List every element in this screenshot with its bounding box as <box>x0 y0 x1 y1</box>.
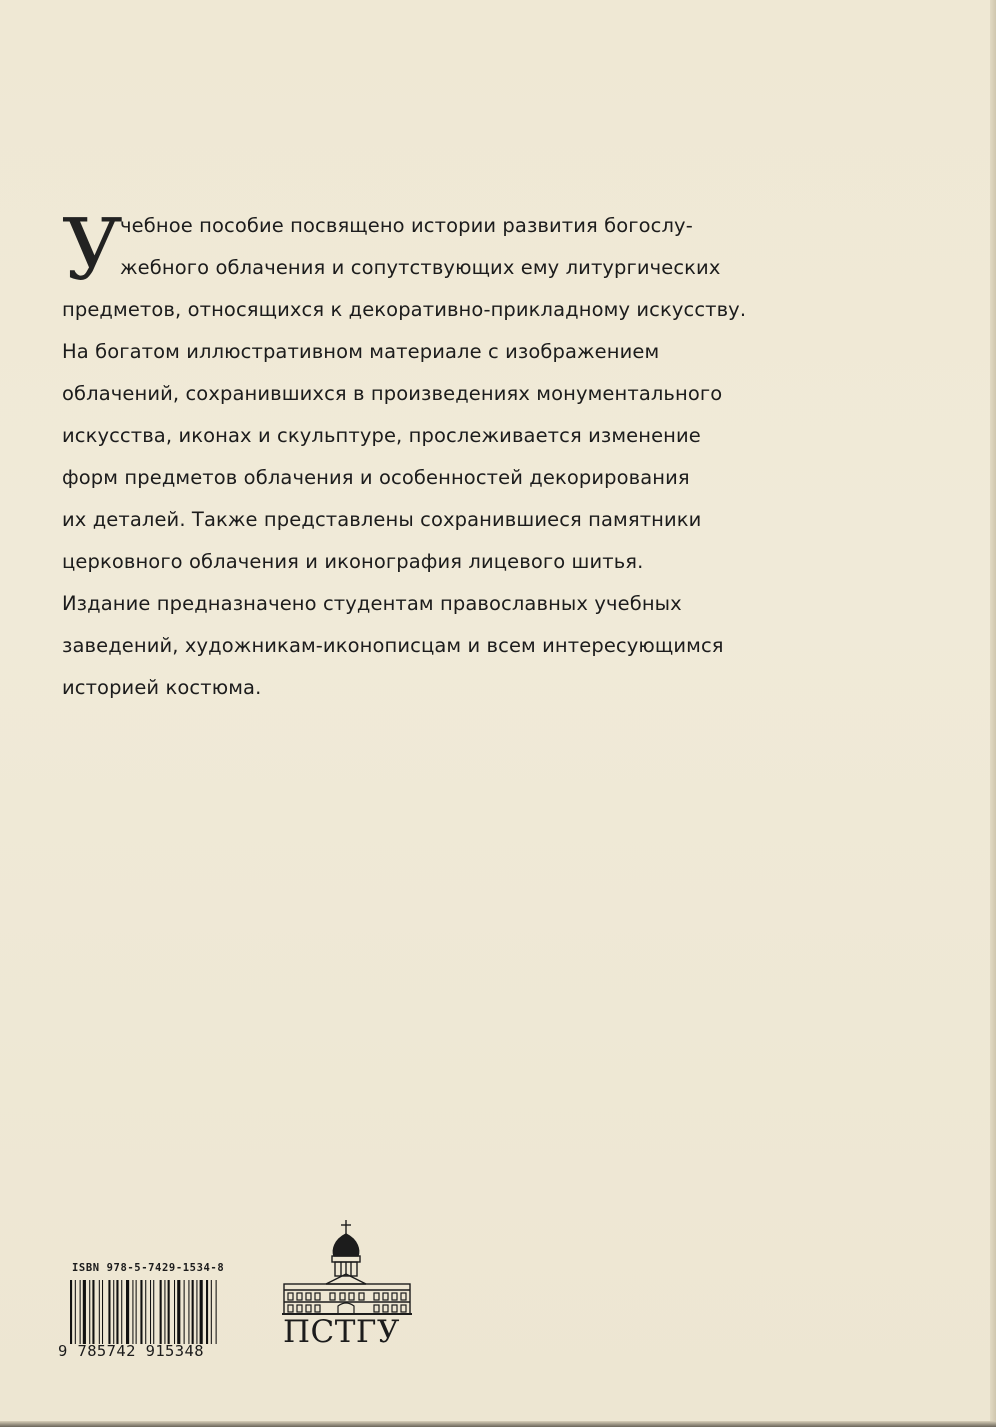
barcode-bar <box>121 1280 122 1344</box>
barcode-bar <box>102 1280 103 1344</box>
isbn-label: ISBN 978-5-7429-1534-8 <box>72 1262 225 1274</box>
isbn-block <box>58 1262 238 1360</box>
publisher-name: ПСТГУ <box>283 1314 400 1350</box>
barcode-bar <box>83 1280 86 1344</box>
barcode-bar <box>177 1280 180 1344</box>
annotation-line: чебное пособие посвящено истории развития богослу- <box>120 214 693 237</box>
barcode-bar <box>192 1280 194 1344</box>
barcode-bar <box>160 1280 162 1344</box>
barcode-bar <box>188 1280 189 1344</box>
barcode-bar <box>116 1280 118 1344</box>
barcode-bar <box>108 1280 110 1344</box>
barcode-bar <box>216 1280 217 1344</box>
barcode-bar <box>136 1280 137 1344</box>
barcode-bar <box>200 1280 203 1344</box>
ean-digits: 9 785742 915348 <box>58 1342 204 1360</box>
barcode-bar <box>153 1280 154 1344</box>
barcode-bar <box>140 1280 142 1344</box>
page-edge-bottom <box>0 1421 996 1427</box>
annotation-line: историей костюма. <box>62 676 262 699</box>
barcode-bar <box>145 1280 146 1344</box>
barcode-bar <box>206 1280 208 1344</box>
annotation-line: заведений, художникам-иконописцам и всем интересующимся <box>62 634 724 657</box>
barcode-bar <box>126 1280 129 1344</box>
barcode-bar <box>70 1280 72 1344</box>
barcode-bar <box>80 1280 81 1344</box>
barcode-bar <box>150 1280 151 1344</box>
barcode-bar <box>164 1280 165 1344</box>
barcode-bar <box>211 1280 212 1344</box>
annotation-line: их деталей. Также представлены сохранившиеся памятники <box>62 508 702 531</box>
annotation-line: искусства, иконах и скульптуре, прослеживается изменение <box>62 424 701 447</box>
barcode-bar <box>196 1280 197 1344</box>
annotation-line: облачений, сохранившихся в произведениях монументального <box>62 382 723 405</box>
annotation-line: предметов, относящихся к декоративно-прикладному искусству. <box>62 298 747 321</box>
barcode-bar <box>184 1280 185 1344</box>
barcode-bar <box>92 1280 94 1344</box>
barcode-bar <box>168 1280 170 1344</box>
annotation-line: жебного облачения и сопутствующих ему литургических <box>120 256 721 279</box>
barcode-graphic <box>70 1280 230 1344</box>
barcode-bar <box>75 1280 76 1344</box>
barcode-bar <box>174 1280 175 1344</box>
barcode-bar <box>89 1280 90 1344</box>
annotation-line: На богатом иллюстративном материале с изображением <box>62 340 660 363</box>
annotation-line: форм предметов облачения и особенностей декорирования <box>62 466 690 489</box>
drop-cap: У <box>62 201 123 299</box>
annotation-line: Издание предназначено студентам православных учебных <box>62 592 682 615</box>
barcode-bar <box>113 1280 114 1344</box>
page-edge-right <box>990 0 996 1427</box>
barcode-bar <box>99 1280 100 1344</box>
annotation-line: церковного облачения и иконография лицевого шитья. <box>62 550 644 573</box>
barcode-bar <box>132 1280 133 1344</box>
